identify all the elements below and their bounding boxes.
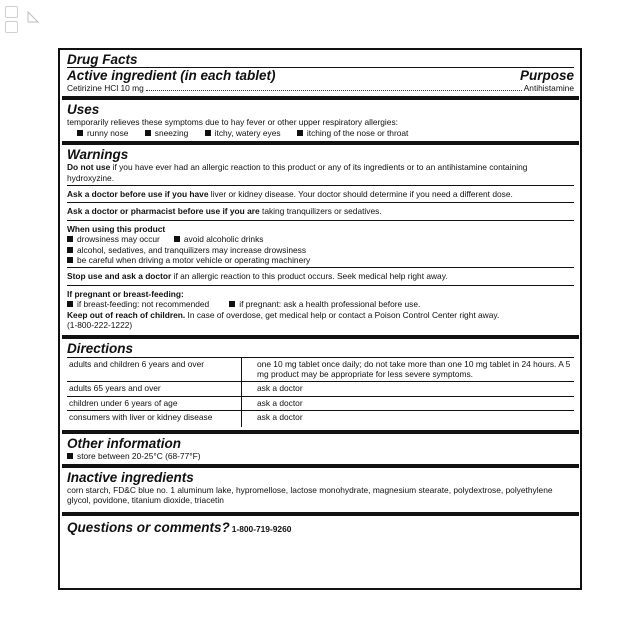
active-ingredient-heading: Active ingredient (in each tablet) <box>67 68 276 83</box>
active-ingredient-header <box>67 68 574 83</box>
directions-heading: Directions <box>67 340 134 356</box>
drug-facts-label <box>58 48 582 590</box>
list-item: drowsiness may occur avoid alcoholic drinks <box>67 234 574 244</box>
uses-intro: temporarily relieves these symptoms due to hay fever or other upper respiratory allergies: <box>67 117 398 128</box>
table-row <box>67 382 574 396</box>
list-item: store between 20-25°C (68-77°F) <box>67 451 574 461</box>
thumbnail-icons <box>5 6 45 34</box>
pregnancy-heading: If pregnant or breast-feeding: <box>67 288 184 299</box>
inactive-ingredients-heading: Inactive ingredients <box>67 469 194 485</box>
purpose-heading: Purpose <box>519 68 574 83</box>
table-cell: children under 6 years of age <box>67 396 242 410</box>
ask-doctor-warning: Ask a doctor before use if you have liver or kidney disease. Your doctor should determine if you need a different dose. <box>67 189 513 200</box>
bullet-icon <box>297 130 303 136</box>
other-information-section <box>67 434 574 464</box>
bullet-icon <box>174 236 180 242</box>
table-cell: adults 65 years and over <box>67 382 242 396</box>
poison-control-phone: (1-800-222-1222) <box>67 320 133 331</box>
ask-pharmacist-warning: Ask a doctor or pharmacist before use if you are taking tranquilizers or sedatives. <box>67 206 382 217</box>
list-item: alcohol, sedatives, and tranquilizers may increase drowsiness <box>67 245 574 255</box>
list-item: itching of the nose or throat <box>297 128 409 138</box>
inactive-ingredients-text: corn starch, FD&C blue no. 1 aluminum lake, hypromellose, lactose monohydrate, magnesium stearate, polydextrose, polyethylene glycol, povidone, titanium dioxide, triacetin <box>67 484 553 506</box>
table-cell: one 10 mg tablet once daily; do not take more than one 10 mg tablet in 24 hours. A 5 mg product may be appropriate for less severe symptoms. <box>242 357 575 382</box>
inactive-ingredients-section <box>67 468 574 512</box>
bullet-icon <box>145 130 151 136</box>
active-ingredient-row <box>67 83 574 96</box>
purpose-value: Antihistamine <box>523 83 574 93</box>
thumbnail-square-icon <box>5 6 18 18</box>
thumbnail-square-icon <box>5 21 18 33</box>
warnings-section <box>67 145 574 334</box>
keep-out-of-reach: Keep out of reach of children. In case of overdose, get medical help or contact a Poison Control Center right away. <box>67 309 500 320</box>
list-item: be careful when driving a motor vehicle or operating machinery <box>67 255 574 265</box>
table-cell: ask a doctor <box>242 382 575 396</box>
warnings-heading: Warnings <box>67 147 129 163</box>
bullet-icon <box>67 236 73 242</box>
bullet-icon <box>205 130 211 136</box>
bullet-icon <box>229 301 235 307</box>
questions-heading: Questions or comments? <box>67 519 230 535</box>
table-row <box>67 357 574 382</box>
stop-use-warning: Stop use and ask a doctor if an allergic reaction to this product occurs. Seek medical help right away. <box>67 271 448 282</box>
table-row <box>67 396 574 410</box>
bullet-icon <box>77 130 83 136</box>
questions-section <box>67 516 574 538</box>
table-cell: adults and children 6 years and over <box>67 357 242 382</box>
pregnancy-block <box>67 286 574 335</box>
uses-heading: Uses <box>67 102 100 118</box>
when-using-heading: When using this product <box>67 223 166 234</box>
uses-section <box>67 100 574 141</box>
bullet-icon <box>67 301 73 307</box>
active-ingredient-value: Cetirizine HCl 10 mg <box>67 83 144 93</box>
list-item: if breast-feeding: not recommended if pregnant: ask a health professional before use. <box>67 299 574 309</box>
leader-dots <box>146 90 522 91</box>
list-item: sneezing <box>145 128 189 138</box>
when-using-block <box>67 221 574 268</box>
do-not-use-warning: Do not use if you have ever had an allergic reaction to this product or any of its ingredients or to an antihistamine containing hydroxyzine. <box>67 162 528 183</box>
directions-section <box>67 339 574 427</box>
table-cell: consumers with liver or kidney disease <box>67 411 242 427</box>
list-item: runny nose <box>77 128 128 138</box>
table-row <box>67 411 574 427</box>
bullet-icon <box>67 453 73 459</box>
bullet-icon <box>67 247 73 253</box>
questions-phone: 1-800-719-9260 <box>231 523 292 534</box>
bullet-icon <box>67 257 73 263</box>
other-information-heading: Other information <box>67 435 181 451</box>
table-cell: ask a doctor <box>242 396 575 410</box>
table-cell: ask a doctor <box>242 411 575 427</box>
directions-table <box>67 357 574 427</box>
uses-list <box>67 128 574 138</box>
list-item: itchy, watery eyes <box>205 128 281 138</box>
drug-facts-title: Drug Facts <box>67 52 138 67</box>
